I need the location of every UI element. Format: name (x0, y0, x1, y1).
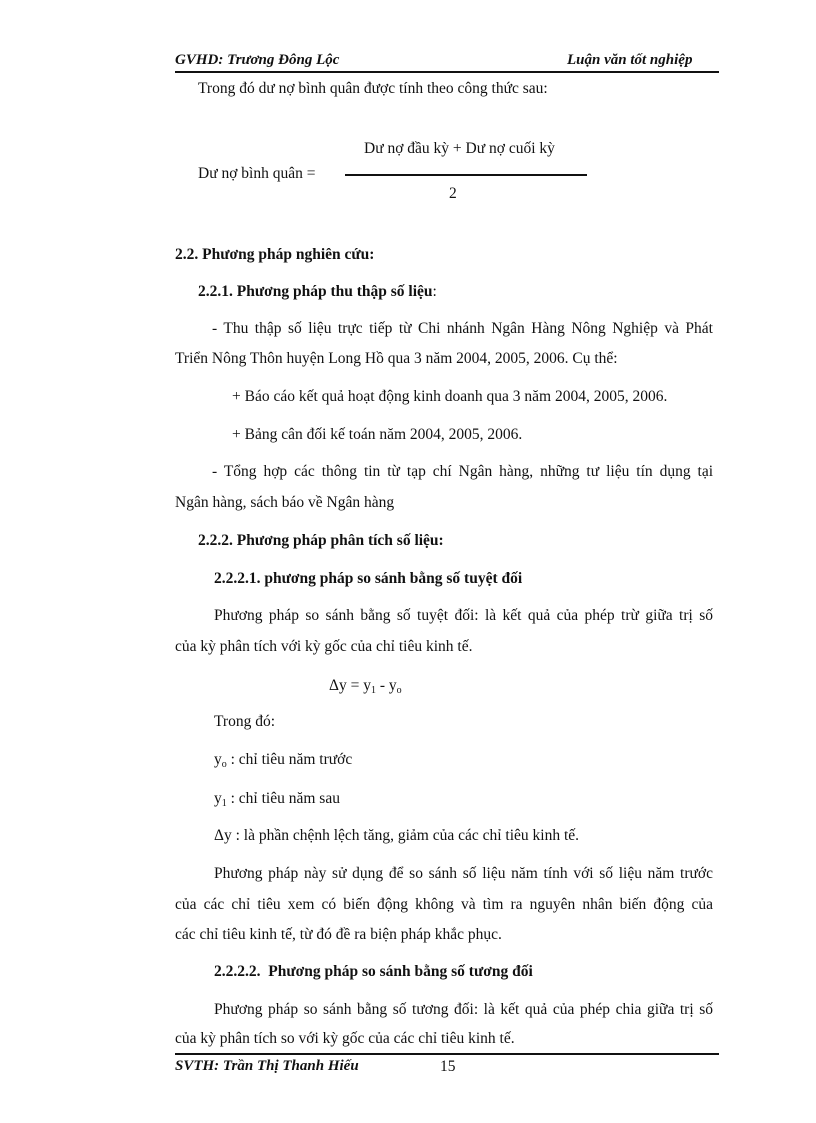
footer-student: SVTH: Trần Thị Thanh Hiếu (175, 1058, 359, 1074)
sub2-para-line2: của kỳ phân tích so với kỳ gốc của các chỉ tiêu kinh tế. (175, 1030, 515, 1047)
sub2-para-line1: Phương pháp so sánh bằng số tương đối: là kết quả của phép chia giữa trị số (214, 1001, 713, 1018)
absolute-diff-equation: $\Delta y = y_1 - y_o$ (329, 677, 402, 696)
section-2-2-1-title: 2.2.1. Phương pháp thu thập số liệu: (198, 283, 437, 300)
header-rule (175, 71, 719, 73)
formula-numerator: Dư nợ đầu kỳ + Dư nợ cuối kỳ (364, 140, 555, 157)
bullet-income-statement: + Báo cáo kết quả hoạt động kinh doanh qua 3 năm 2004, 2005, 2006. (232, 388, 668, 405)
where-label: Trong đó: (214, 713, 276, 730)
header-advisor: GVHD: Trương Đông Lộc (175, 52, 340, 68)
section-2-2-2-1-title: 2.2.2.1. phương pháp so sánh bằng số tuyệt đối (214, 570, 523, 587)
page-number: 15 (440, 1058, 456, 1075)
para2-line2: Ngân hàng, sách báo về Ngân hàng (175, 494, 395, 511)
formula-denominator: 2 (449, 185, 457, 202)
header-doc-type: Luận văn tốt nghiệp (567, 52, 693, 68)
intro-text: Trong đó dư nợ bình quân được tính theo công thức sau: (198, 80, 548, 97)
def-y1: $y_1$ : chỉ tiêu năm sau (214, 790, 340, 809)
fraction-bar (345, 174, 587, 176)
def-yo: $y_o$ : chỉ tiêu năm trước (214, 751, 353, 770)
formula-lhs: Dư nợ bình quân = (198, 165, 316, 182)
def-delta-y: Δy : là phần chệnh lệch tăng, giảm của các chỉ tiêu kinh tế. (214, 827, 580, 844)
sub1-para2-line2: của các chỉ tiêu xem có biến động không và tìm ra nguyên nhân biến động của (175, 896, 713, 913)
section-2-2-2-2-title: 2.2.2.2. Phương pháp so sánh bằng số tương đối (214, 963, 533, 980)
sub1-para2-line3: các chỉ tiêu kinh tế, từ đó đề ra biện pháp khắc phục. (175, 926, 502, 943)
section-2-2-title: 2.2. Phương pháp nghiên cứu: (175, 246, 375, 263)
section-2-2-2-title: 2.2.2. Phương pháp phân tích số liệu: (198, 532, 444, 549)
footer-rule (175, 1053, 719, 1055)
bullet-balance-sheet: + Bảng cân đối kế toán năm 2004, 2005, 2006. (232, 426, 523, 443)
sub1-para-line1: Phương pháp so sánh bằng số tuyệt đối: là kết quả của phép trừ giữa trị số (214, 607, 713, 624)
para1-line2: Triển Nông Thôn huyện Long Hồ qua 3 năm 2004, 2005, 2006. Cụ thể: (175, 350, 618, 367)
sub1-para-line2: của kỳ phân tích với kỳ gốc của chỉ tiêu kinh tế. (175, 638, 473, 655)
para2-line1: - Tổng hợp các thông tin từ tạp chí Ngân hàng, những tư liệu tín dụng tại (212, 463, 713, 480)
sub1-para2-line1: Phương pháp này sử dụng để so sánh số liệu năm tính với số liệu năm trước (214, 865, 713, 882)
para1-line1: - Thu thập số liệu trực tiếp từ Chi nhánh Ngân Hàng Nông Nghiệp và Phát (212, 320, 713, 337)
